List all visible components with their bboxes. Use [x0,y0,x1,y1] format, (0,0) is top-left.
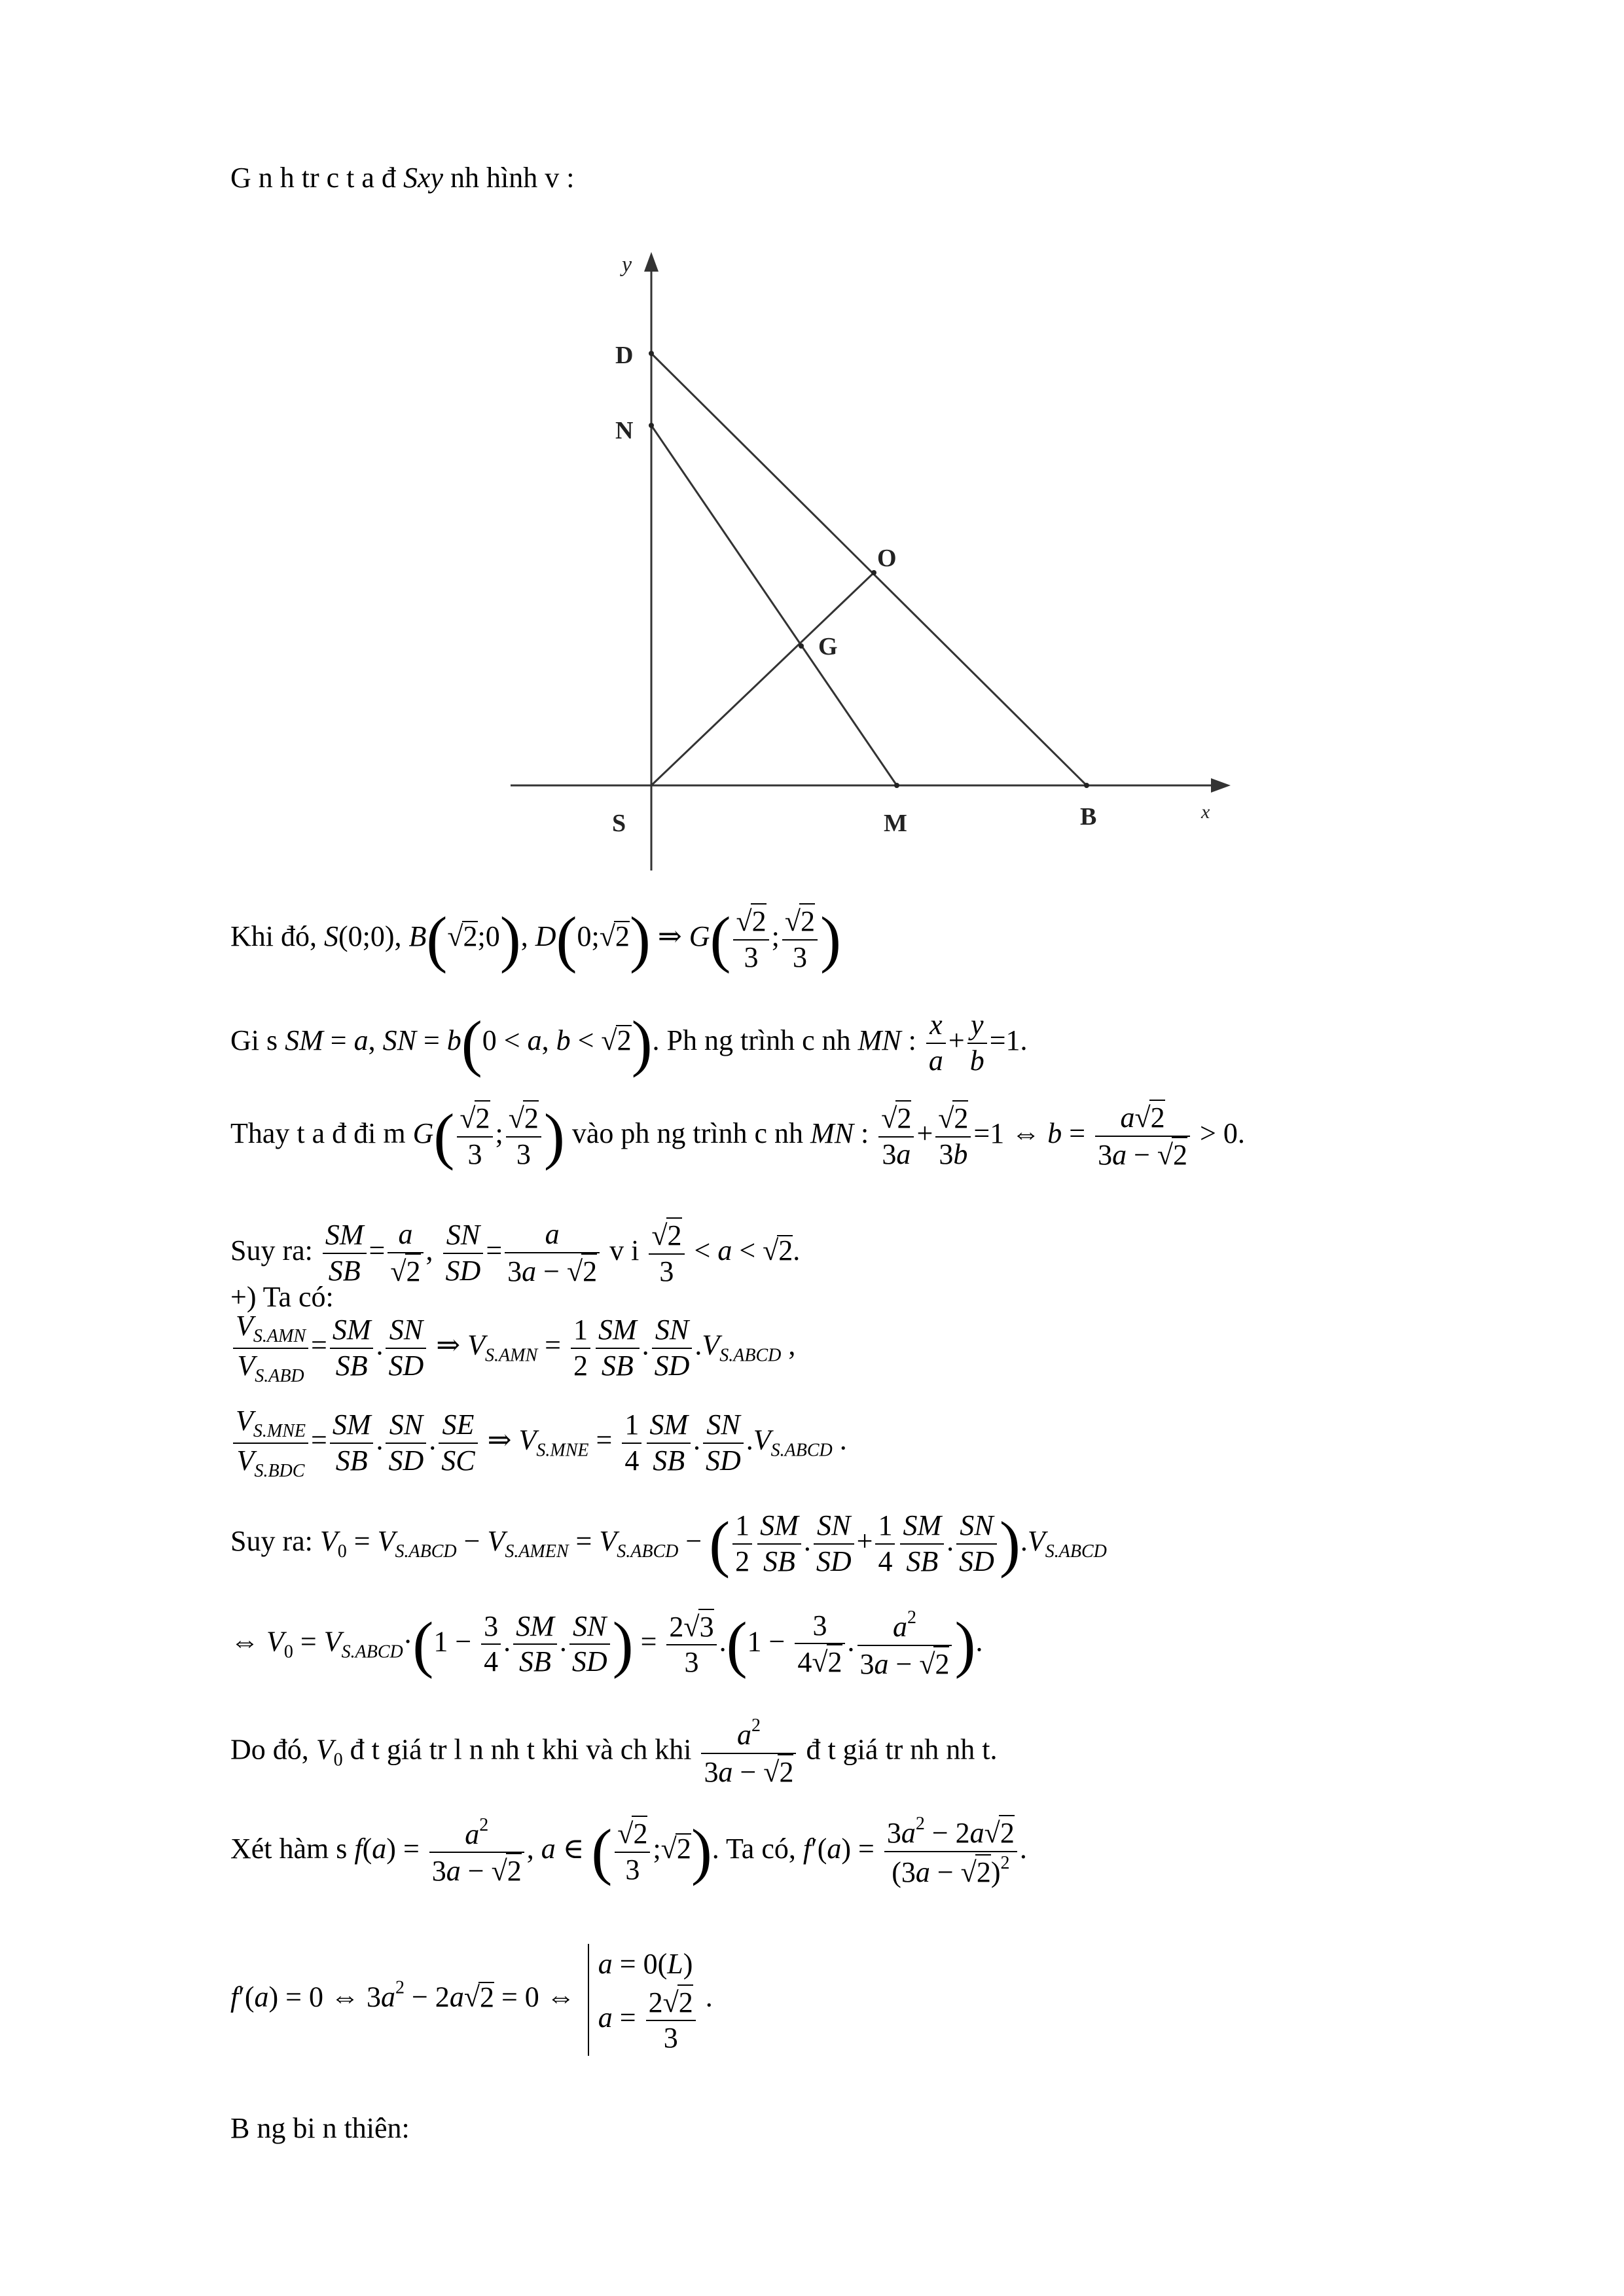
equiv-line: ⇔ $V_0 = V_{S.ABCD}\cdot(1$ − $\frac{3}{4}$ . $\frac{SM}{SB}$ . $\frac{SN}{SD}$ ) = $\frac{2√3}{3}$ .(1 − $\frac{3}{4√2}$ . $\frac{a^2}{3a - √2}$ ). [230,1607,983,1682]
taco-text: +) Ta có: [230,1281,334,1313]
derivative-zero-line: f′(a) = 0 ⇔ $3a^2 - 2a√2 = 0$ ⇔ a = 0(L) a = $\frac{2√2}{3}$ . [230,1944,713,2056]
label-D: D [615,342,634,369]
bang-text: B ng bi n thiên: [230,2112,410,2144]
coordinate-figure [504,242,1244,877]
xet-line: Xét hàm s f(a) = $\frac{a^2}{3a - √2}$ , a ∈ ( $\frac{√2}{3}$ ;√2). Ta có, f′(a) = $\frac{3a^2 - 2a√2}{(3a - √2)^2}$ . [230,1813,1027,1890]
x-arrow-icon [1211,778,1231,793]
khido-line: Khi đó, S(0;0), B(√2;0), D(0;√2) ⇒ G( $\frac{√2}{3}$ ; $\frac{√2}{3}$ ) [230,903,841,974]
sxy-label: Sxy [403,162,443,194]
intro-text: G n h tr c t a đ [230,162,403,194]
label-G: G [818,633,838,660]
segment-NM [651,425,897,785]
label-O: O [877,545,897,572]
bang-bien-thien-line [230,2114,410,2143]
taco-line [230,1283,334,1312]
y-arrow-icon [644,252,659,272]
khido-lead: Khi đó, [230,920,324,952]
ratio2-line: $\frac{V_{S.MNE}}{V_{S.BDC}}$ = $\frac{SM}{SB}$ . $\frac{SN}{SD}$ . $\frac{SE}{SC}$ ⇒ $V_{S.MNE}$ = $\frac{1}{4}$ $\frac{SM}{SB}$ . $\frac{SN}{SD}$ $.V_{S.ABCD}$ . [230,1404,847,1482]
xet-tail: . [1019,1832,1027,1865]
xet-lead: Xét hàm s [230,1832,355,1865]
gis-line: Gi s SM = a, SN = b(0 < a, b < √2). Ph ng trình c nh MN : $\frac{x}{a}$ + $\frac{y}{b}$ =1. [230,1007,1028,1078]
dodo-line: Do đó, $V_0$ đ t giá tr l n nh t khi và ch khi $\frac{a^2}{3a - √2}$ đ t giá tr nh nh t. [230,1715,998,1790]
label-B: B [1080,803,1097,831]
dodo-mid: đ t giá tr l n nh t khi và ch khi [342,1733,699,1766]
suyra1-line: Suy ra: $\frac{SM}{SB}$ = $\frac{a}{√2}$ , $\frac{SN}{SD}$ = $\frac{a}{3a - √2}$ v i $\frac{√2}{3}$ < a < √2. [230,1217,800,1289]
thay-line: Thay t a đ đi m G( $\frac{√2}{3}$ ; $\frac{√2}{3}$ ) vào ph ng trình c nh MN : $\frac{√2}{3a}$ + $\frac{√2}{3b}$ =1 ⇔ b = $\frac{a√2}{3a - √2}$ > 0. [230,1100,1245,1173]
intro-line [230,164,574,192]
segment-DB [651,353,1087,785]
label-M: M [884,810,907,837]
suyra1-lead: Suy ra: [230,1234,320,1266]
suyra2-lead: Suy ra: [230,1524,320,1557]
label-y: y [622,253,632,277]
thay-mid: vào ph ng trình c nh [564,1117,811,1149]
gis-mid: . Ph ng trình c nh [652,1024,858,1056]
gis-tail: . [1020,1024,1028,1056]
label-S: S [612,810,626,837]
dodo-lead: Do đó, [230,1733,316,1766]
gis-lead: Gi s [230,1024,285,1056]
label-x: x [1201,801,1210,823]
intro-text-2: nh hình v : [443,162,575,194]
segment-SO [651,573,874,785]
label-N: N [615,417,634,444]
thay-lead: Thay t a đ đi m [230,1117,413,1149]
suyra1-mid: v i [602,1234,647,1266]
suyra2-line: Suy ra: $V_0 = V_{S.ABCD} - V_{S.AMEN} = V_{S.ABCD}$ − ( $\frac{1}{2}$ $\frac{SM}{SB}$ . $\frac{SN}{SD}$ + $\frac{1}{4}$ $\frac{SM}{SB}$ . $\frac{SN}{SD}$ )$.V_{S.ABCD}$ [230,1508,1107,1579]
suyra1-tail: . [793,1234,801,1266]
thay-tail: . [1237,1117,1245,1149]
dodo-tail: đ t giá tr nh nh t. [799,1733,998,1766]
xet-mid: . Ta có, [712,1832,803,1865]
ratio1-line: $\frac{V_{S.AMN}}{V_{S.ABD}}$ = $\frac{SM}{SB}$ . $\frac{SN}{SD}$ ⇒ $V_{S.AMN}$ = $\frac{1}{2}$ $\frac{SM}{SB}$ . $\frac{SN}{SD}$ $.V_{S.ABCD}$ , [230,1309,795,1387]
